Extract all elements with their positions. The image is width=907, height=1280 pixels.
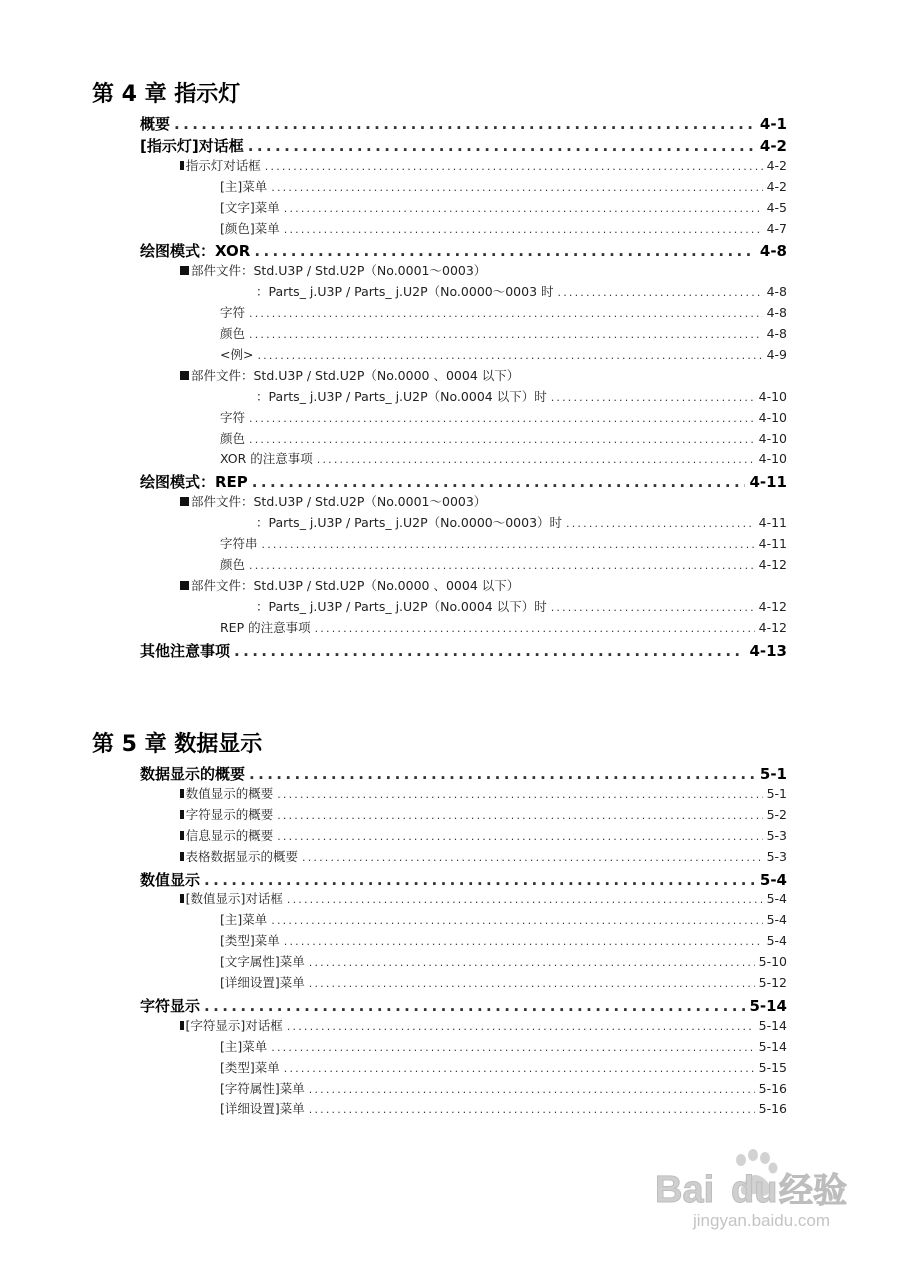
toc-entry-title: 信息显示的概要 [185, 827, 274, 843]
toc-entry-page: 4-5 [766, 199, 787, 215]
toc-entry[interactable] [140, 994, 787, 1018]
dot-leader [284, 220, 763, 239]
dot-leader [262, 535, 755, 554]
toc-entry[interactable] [256, 597, 787, 617]
toc-entry[interactable] [180, 847, 787, 867]
dot-leader [551, 388, 755, 407]
toc-entry-page: 5-3 [766, 848, 787, 864]
dot-leader [249, 409, 755, 428]
toc-entry-page: 4-11 [749, 473, 787, 492]
dot-leader [248, 134, 756, 158]
toc-entry[interactable] [220, 910, 787, 930]
square-bullet-icon [180, 894, 184, 903]
square-bullet-icon [180, 810, 184, 819]
toc-entry-page: 4-2 [766, 178, 787, 194]
square-bullet-icon [180, 1021, 184, 1030]
toc-entry-title: [主]菜单 [220, 1038, 268, 1054]
toc-entry-page: 5-10 [758, 954, 787, 970]
toc-entry-title: 字符显示的概要 [185, 806, 274, 822]
dot-leader [287, 890, 763, 909]
toc-entry-title: 字符 [220, 305, 246, 321]
toc-entry-page: 5-2 [766, 806, 787, 822]
toc-entry[interactable] [140, 868, 787, 892]
dot-leader [249, 762, 756, 786]
toc-entry-title: 绘图模式：XOR [140, 242, 251, 261]
dot-leader [271, 1038, 754, 1057]
toc-entry[interactable] [220, 618, 787, 638]
toc-entry[interactable] [220, 177, 787, 197]
square-bullet-icon [180, 852, 184, 861]
toc-entry-title: 数值显示 [140, 870, 201, 889]
toc-entry[interactable] [220, 1099, 787, 1119]
toc-entry[interactable] [180, 784, 787, 804]
dot-leader [315, 619, 755, 638]
toc-entry-title: [主]菜单 [220, 178, 268, 194]
toc-entry[interactable] [140, 762, 787, 786]
toc-entry-title: 部件文件：Std.U3P / Std.U2P（No.0000 、0004 以下） [191, 367, 520, 383]
toc-entry-page: 4-10 [758, 430, 787, 446]
toc-entry-title: 数据显示的概要 [140, 765, 246, 783]
toc-entry-page: 5-4 [766, 912, 787, 928]
toc-entry-title: 颜色 [220, 556, 246, 572]
toc-entry-title: 颜色 [220, 430, 246, 446]
dot-leader [249, 556, 755, 575]
toc-entry[interactable] [256, 513, 787, 533]
toc-entry-page: 5-4 [766, 933, 787, 949]
toc-entry-page: 4-2 [766, 157, 787, 173]
toc-entry-title: <例> [220, 346, 254, 362]
dot-leader [302, 848, 763, 867]
toc-entry-title: [类型]菜单 [220, 1059, 280, 1075]
dot-leader [257, 346, 762, 365]
dot-leader [271, 911, 762, 930]
dot-leader [309, 1080, 755, 1099]
toc-entry-page: 4-11 [758, 515, 787, 531]
watermark-brand: Bai [655, 1169, 715, 1211]
toc-entry-title: [详细设置]菜单 [220, 1101, 305, 1117]
toc-entry[interactable] [220, 534, 787, 554]
toc-entry-page: 4-12 [758, 619, 787, 635]
toc-entry-title: 字符串 [220, 536, 258, 551]
dot-leader [284, 199, 763, 218]
toc-entry[interactable] [220, 449, 787, 469]
dot-leader [204, 994, 745, 1018]
dot-leader [309, 1100, 755, 1119]
toc-entry-title: [类型]菜单 [220, 933, 280, 949]
dot-leader [265, 157, 763, 176]
toc-entry[interactable] [140, 239, 787, 263]
dot-leader [284, 1059, 755, 1078]
toc-entry-page: 4-8 [766, 284, 787, 300]
toc-entry-title: 颜色 [220, 326, 246, 341]
toc-entry[interactable] [220, 952, 787, 972]
toc-entry[interactable] [180, 261, 787, 281]
toc-entry-title: 概要 [140, 115, 171, 133]
toc-entry[interactable] [180, 576, 787, 596]
toc-entry[interactable] [220, 1058, 787, 1078]
dot-leader [551, 598, 755, 617]
toc-entry-page: 5-12 [758, 975, 787, 990]
toc-entry[interactable] [220, 973, 787, 993]
toc-entry[interactable] [220, 1079, 787, 1099]
dot-leader [309, 953, 755, 972]
toc-entry-page: 5-4 [766, 891, 787, 907]
toc-entry-title: 字符 [220, 409, 246, 425]
toc-entry[interactable] [220, 324, 787, 344]
dot-leader [249, 304, 763, 323]
toc-entry-title: [文字属性]菜单 [220, 954, 305, 970]
toc-entry-page: 5-4 [759, 870, 787, 889]
toc-entry-page: 5-16 [758, 1080, 787, 1096]
watermark-brand-end: du [731, 1169, 778, 1211]
toc-entry-title: REP 的注意事项 [220, 619, 311, 635]
toc-entry[interactable] [256, 387, 787, 407]
toc-entry[interactable] [140, 639, 787, 663]
toc-entry-title: 表格数据显示的概要 [185, 848, 299, 864]
square-bullet-icon [180, 789, 184, 798]
toc-entry-title: 字符显示 [140, 996, 201, 1015]
toc-entry[interactable] [220, 219, 787, 239]
dot-leader [204, 868, 756, 892]
toc-entry-page: 4-13 [749, 641, 787, 660]
toc-entry[interactable] [180, 492, 787, 512]
toc-entry[interactable] [140, 470, 787, 494]
toc-entry[interactable] [220, 931, 787, 951]
toc-entry-page: 4-9 [766, 346, 787, 362]
toc-entry-title: 指示灯对话框 [185, 157, 261, 173]
toc-entry[interactable] [220, 198, 787, 218]
toc-entry[interactable] [180, 826, 787, 846]
dot-leader [309, 974, 755, 993]
dot-leader [566, 514, 755, 533]
dot-leader [271, 178, 762, 197]
toc-entry[interactable] [140, 134, 787, 158]
toc-entry-title: [颜色]菜单 [220, 220, 280, 236]
toc-entry-page: 4-8 [759, 242, 787, 261]
toc-entry-page: 4-12 [758, 598, 787, 614]
square-bullet-icon [180, 371, 189, 380]
dot-leader [249, 325, 763, 344]
baidu-jingyan-watermark [655, 1146, 855, 1230]
square-bullet-icon [180, 161, 184, 170]
toc-entry-title: 数值显示的概要 [185, 785, 274, 801]
toc-entry-title: ：Parts_ j.U3P / Parts_ j.U2P（No.0004 以下）时 [256, 388, 547, 404]
dot-leader [254, 239, 756, 263]
toc-entry[interactable] [256, 282, 787, 302]
toc-entry[interactable] [220, 408, 787, 428]
toc-entry-page: 4-10 [758, 409, 787, 425]
toc-entry-page: 5-15 [758, 1059, 787, 1075]
dot-leader [277, 806, 762, 825]
dot-leader [277, 785, 762, 804]
toc-entry-title: [文字]菜单 [220, 199, 280, 215]
toc-entry-page: 5-3 [766, 827, 787, 843]
toc-entry-title: [字符显示]对话框 [185, 1017, 283, 1033]
toc-entry-page: 4-12 [758, 556, 787, 572]
toc-entry-page: 5-14 [749, 996, 787, 1015]
toc-entry-page: 4-10 [758, 451, 787, 467]
toc-entry-title: [主]菜单 [220, 912, 268, 928]
watermark-url: jingyan.baidu.com [693, 1211, 831, 1230]
toc-entry[interactable] [180, 889, 787, 909]
toc-entry-page: 4-11 [758, 536, 787, 551]
square-bullet-icon [180, 581, 189, 590]
toc-entry-title: [详细设置]菜单 [220, 975, 305, 990]
toc-entry-page: 5-16 [758, 1101, 787, 1117]
toc-entry[interactable] [180, 805, 787, 825]
toc-entry-page: 4-2 [759, 136, 787, 155]
toc-entry-title: 部件文件：Std.U3P / Std.U2P（No.0001～0003） [191, 494, 487, 510]
watermark-service: 经验 [779, 1171, 847, 1211]
toc-entry-page: 5-14 [758, 1017, 787, 1033]
toc-entry-page: 4-8 [766, 305, 787, 321]
dot-leader [252, 470, 746, 494]
toc-entry-page: 4-7 [766, 220, 787, 236]
dot-leader [277, 827, 762, 846]
toc-entry[interactable] [220, 345, 787, 365]
square-bullet-icon [180, 266, 189, 275]
dot-leader [234, 639, 745, 663]
toc-entry[interactable] [180, 366, 787, 386]
toc-entry-title: [指示灯]对话框 [140, 136, 244, 155]
dot-leader [558, 283, 763, 302]
toc-entry-page: 4-1 [759, 115, 787, 133]
toc-entry-page: 5-14 [758, 1038, 787, 1054]
toc-entry-page: 5-1 [766, 785, 787, 801]
toc-entry[interactable] [180, 1016, 787, 1036]
toc-entry-title: [字符属性]菜单 [220, 1080, 305, 1096]
dot-leader [284, 932, 763, 951]
toc-entry-title: 其他注意事项 [140, 641, 231, 660]
toc-entry-page: 5-1 [759, 765, 787, 783]
toc-entry-title: ：Parts_ j.U3P / Parts_ j.U2P（No.0000～0003 时 [256, 284, 554, 300]
toc-entry[interactable] [220, 429, 787, 449]
dot-leader [174, 112, 756, 136]
toc-entry[interactable] [220, 303, 787, 323]
toc-entry[interactable] [140, 112, 787, 136]
dot-leader [249, 430, 755, 449]
square-bullet-icon [180, 831, 184, 840]
toc-entry[interactable] [220, 555, 787, 575]
toc-entry[interactable] [220, 1037, 787, 1057]
toc-entry-page: 4-8 [766, 326, 787, 341]
toc-entry-title: XOR 的注意事项 [220, 451, 313, 467]
toc-entry[interactable] [180, 156, 787, 176]
toc-entry-title: ：Parts_ j.U3P / Parts_ j.U2P（No.0000～0003）时 [256, 515, 563, 531]
toc-entry-page: 4-10 [758, 388, 787, 404]
square-bullet-icon [180, 497, 189, 506]
dot-leader [317, 450, 755, 469]
chapter-title: 第 4 章 指示灯 [92, 82, 241, 107]
toc-entry-title: ：Parts_ j.U3P / Parts_ j.U2P（No.0004 以下）时 [256, 598, 547, 614]
dot-leader [287, 1017, 755, 1036]
toc-entry-title: [数值显示]对话框 [185, 891, 283, 907]
toc-entry-title: 部件文件：Std.U3P / Std.U2P（No.0001～0003） [191, 263, 487, 279]
chapter-title: 第 5 章 数据显示 [92, 732, 263, 757]
toc-entry-title: 部件文件：Std.U3P / Std.U2P（No.0000 、0004 以下） [191, 577, 520, 593]
toc-entry-title: 绘图模式：REP [140, 473, 248, 492]
